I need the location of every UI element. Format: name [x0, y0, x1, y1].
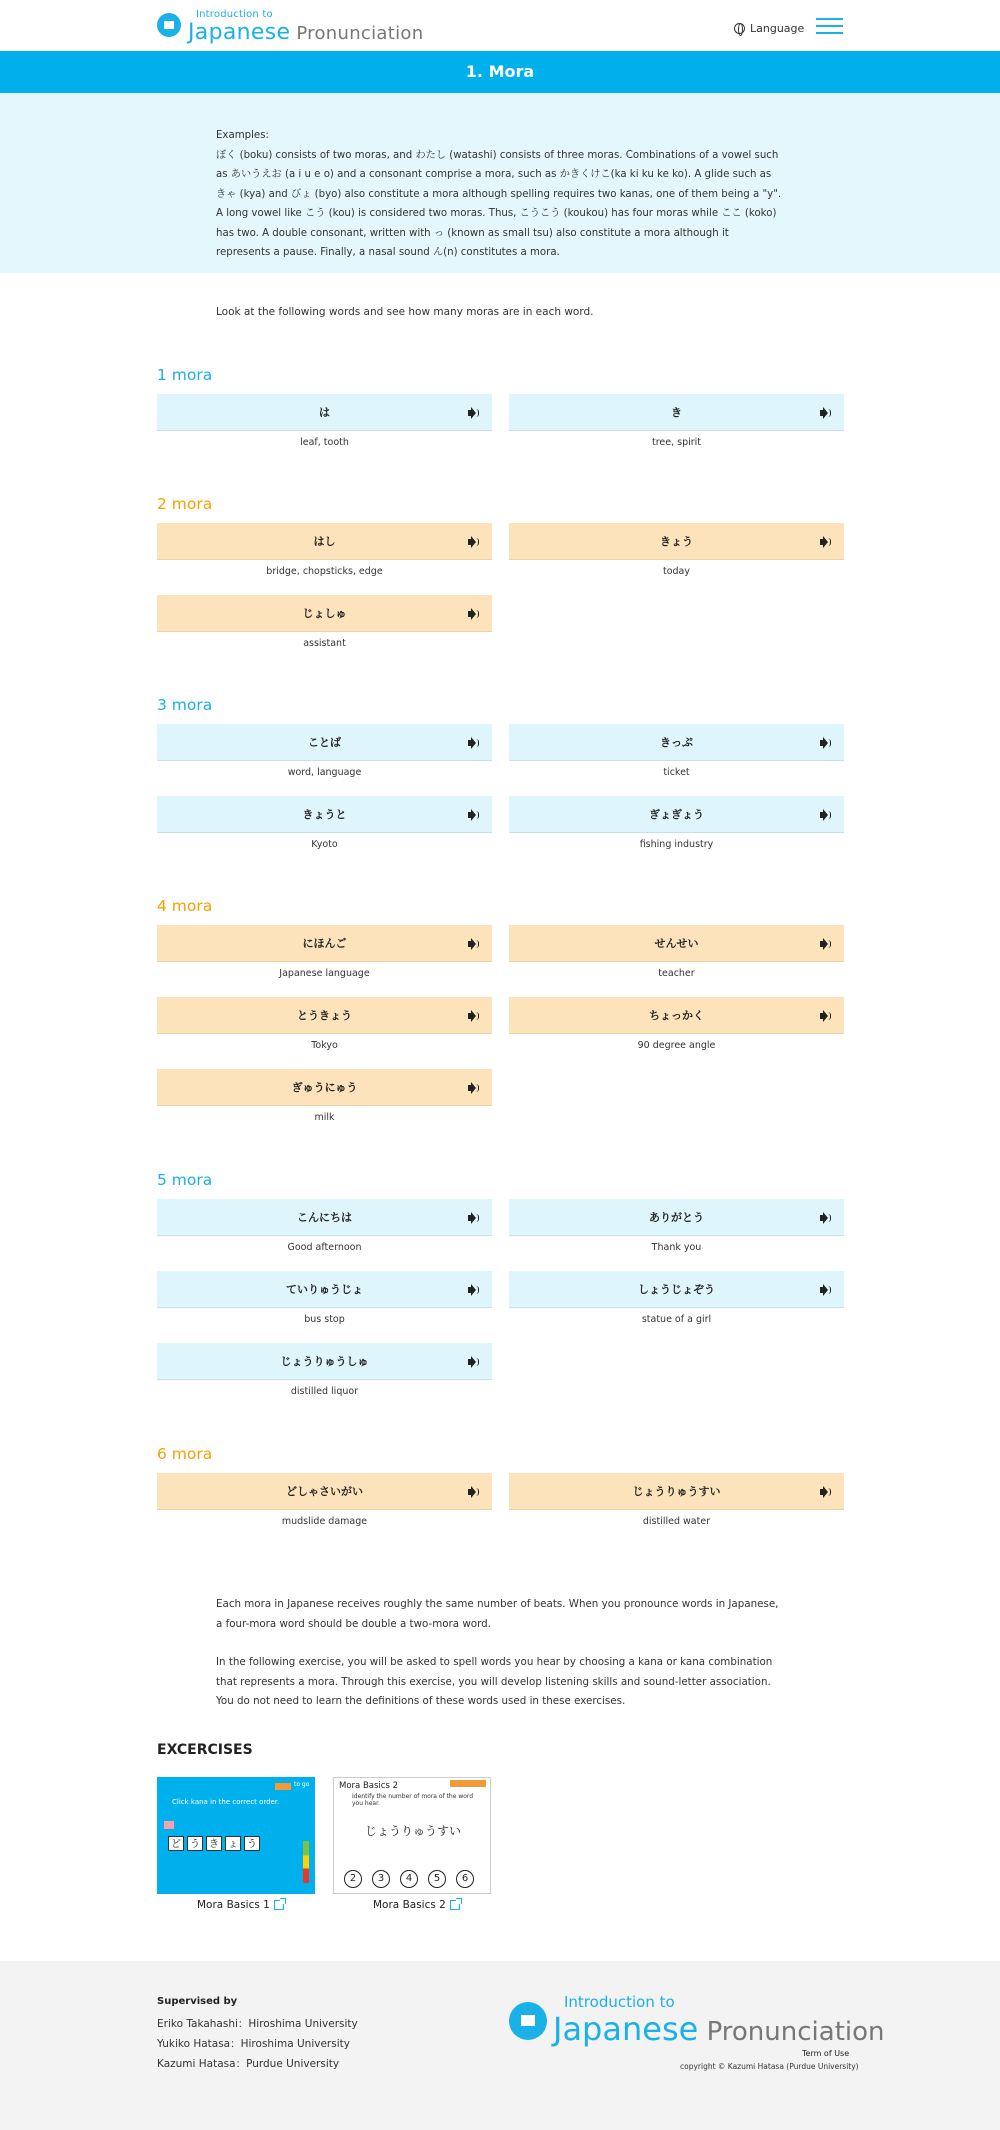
exercise1-instruction: Click kana in the correct order. [172, 1798, 280, 1806]
word-meaning: bridge, chopsticks, edge [266, 566, 383, 577]
word-card [157, 1199, 492, 1253]
word-kana: はし [313, 535, 336, 548]
word-card [157, 1069, 492, 1123]
word-meaning: teacher [658, 968, 695, 979]
site-header [0, 0, 1000, 51]
speaker-icon[interactable] [468, 810, 479, 820]
word-audio-button[interactable] [157, 1271, 492, 1308]
word-card [157, 1473, 492, 1527]
progress-pill [275, 1783, 291, 1790]
speaker-icon[interactable] [468, 537, 479, 547]
speaker-icon[interactable] [820, 537, 831, 547]
speaker-icon[interactable] [468, 1487, 479, 1497]
option-circle: 6 [456, 1870, 474, 1888]
word-kana: しょうじょぞう [638, 1283, 715, 1296]
section-title: 5 mora [157, 1171, 213, 1189]
word-kana: どしゃさいがい [286, 1485, 363, 1498]
kana-tile: ど [168, 1836, 184, 1851]
word-card [157, 595, 492, 649]
paragraph-beats: Each mora in Japanese receives roughly the same number of beats. When you pronounce words in Japanese, a four-mora word should be double a two-mora word. [216, 1598, 779, 1630]
word-kana: じょうりゅうしゅ [280, 1355, 369, 1368]
copyright: copyright © Kazumi Hatasa (Purdue University) [680, 2062, 859, 2071]
word-kana: じょうりゅうすい [632, 1485, 721, 1498]
word-kana: きょう [660, 535, 693, 548]
exercise-link-2-label: Mora Basics 2 [373, 1899, 446, 1911]
word-audio-button[interactable] [509, 1271, 844, 1308]
word-card [157, 796, 492, 850]
word-meaning: mudslide damage [281, 1516, 368, 1527]
intro-text: ぼく (boku) consists of two moras, and わたし (watashi) consists of three moras. Combinations of a vowel such as あいうえお (a i u e o) and a consonant comprise a mora, such as かきくけこ(ka ki ku ke ko). A glide such as きゃ (kya) and びょ (byo) also constitute a mora although spelling requires two kanas, one of them being a "y". A long vowel like こう (kou) is considered two moras. Thus, こうこう (koukou) has four moras while ここ (koko) has two. A double consonant, written with っ (known as small tsu) also constitute a mora although it represents a pause. Finally, a nasal sound ん(n) constitutes a mora. [216, 149, 782, 258]
word-card [157, 724, 492, 778]
speaker-icon[interactable] [468, 1011, 479, 1021]
word-audio-button[interactable] [157, 595, 492, 632]
option-circle: 4 [400, 1870, 418, 1888]
speaker-icon[interactable] [820, 1213, 831, 1223]
word-card [157, 1271, 492, 1325]
word-meaning: Thank you [651, 1242, 702, 1253]
logo-chat-icon [509, 2002, 547, 2040]
speaker-icon[interactable] [820, 1285, 831, 1295]
word-kana: にほんご [302, 937, 347, 950]
word-kana: きっぷ [660, 736, 693, 749]
external-link-icon [274, 1900, 284, 1910]
kana-tile: う [244, 1836, 260, 1851]
speaker-icon[interactable] [820, 810, 831, 820]
word-meaning: fishing industry [639, 839, 714, 850]
language-label: Language [750, 22, 805, 35]
supervised-by-label: Supervised by [157, 1996, 238, 2007]
word-audio-button[interactable] [157, 925, 492, 962]
word-kana: ありがとう [649, 1211, 704, 1224]
word-meaning: Good afternoon [287, 1242, 362, 1253]
word-meaning: bus stop [304, 1314, 345, 1325]
examples-label: Examples: [216, 130, 269, 141]
footer-logo-pronunciation: Pronunciation [706, 2017, 885, 2047]
kana-tile: う [187, 1836, 203, 1851]
speaker-icon[interactable] [468, 1285, 479, 1295]
kana-tile: ょ [225, 1836, 241, 1851]
word-audio-button[interactable] [509, 394, 844, 431]
word-audio-button[interactable] [509, 1199, 844, 1236]
word-meaning: today [662, 566, 690, 577]
word-card [509, 1271, 844, 1325]
word-audio-button[interactable] [157, 523, 492, 560]
word-audio-button[interactable] [509, 523, 844, 560]
word-audio-button[interactable] [157, 1343, 492, 1380]
option-circle: 2 [344, 1870, 362, 1888]
speaker-icon[interactable] [820, 738, 831, 748]
word-meaning: 90 degree angle [637, 1040, 716, 1051]
option-circle: 3 [372, 1870, 390, 1888]
timer-bar [303, 1841, 309, 1883]
word-audio-button[interactable] [157, 394, 492, 431]
word-kana: ぎょぎょう [649, 808, 704, 821]
word-kana: ちょっかく [649, 1009, 704, 1022]
go-label: to go [294, 1781, 310, 1788]
terms-of-use-link[interactable]: Term of Use [802, 2049, 850, 2058]
word-audio-button[interactable] [509, 925, 844, 962]
speaker-icon[interactable] [468, 939, 479, 949]
word-audio-button[interactable] [157, 1473, 492, 1510]
word-kana: ことば [308, 736, 341, 749]
word-meaning: distilled liquor [290, 1386, 359, 1397]
word-card [509, 523, 844, 577]
speaker-icon[interactable] [468, 1083, 479, 1093]
word-meaning: milk [314, 1112, 335, 1123]
word-audio-button[interactable] [509, 1473, 844, 1510]
word-meaning: word, language [287, 767, 362, 778]
page-title: 1. Mora [0, 51, 1000, 93]
word-audio-button[interactable] [157, 997, 492, 1034]
word-audio-button[interactable] [509, 997, 844, 1034]
word-audio-button[interactable] [157, 1199, 492, 1236]
language-selector[interactable] [734, 22, 804, 35]
word-audio-button[interactable] [157, 796, 492, 833]
word-card [157, 925, 492, 979]
section-title: 6 mora [157, 1445, 213, 1463]
speaker-icon[interactable] [468, 1357, 479, 1367]
word-kana: ぎゅうにゅう [291, 1081, 358, 1094]
footer-logo[interactable] [509, 1993, 885, 2048]
speaker-icon[interactable] [820, 1011, 831, 1021]
site-footer [0, 1961, 1000, 2130]
word-meaning: Kyoto [311, 839, 338, 850]
logo-line2 [188, 20, 423, 45]
speaker-icon[interactable] [468, 1213, 479, 1223]
word-kana: きょうと [302, 808, 347, 821]
word-meaning: statue of a girl [641, 1314, 712, 1325]
speaker-icon[interactable] [820, 408, 831, 418]
word-audio-button[interactable] [157, 1069, 492, 1106]
supervisor-1: Eriko Takahashi：Hiroshima University [157, 2018, 358, 2030]
logo-line1: Introduction to [196, 9, 273, 20]
word-card [157, 997, 492, 1051]
logo-chat-icon [157, 13, 181, 37]
exercise2-word: じょうりゅうすい [364, 1824, 461, 1838]
globe-icon [734, 23, 745, 34]
section-title: 2 mora [157, 495, 213, 513]
speaker-icon[interactable] [468, 408, 479, 418]
progress-pill [450, 1780, 486, 1787]
exercise2-thumb-title: Mora Basics 2 [339, 1781, 398, 1791]
word-audio-button[interactable] [157, 724, 492, 761]
exercise-link-2[interactable] [373, 1899, 460, 1911]
word-card [509, 724, 844, 778]
word-kana: き [671, 406, 682, 419]
word-meaning: distilled water [642, 1516, 711, 1527]
word-card [509, 997, 844, 1051]
word-kana: こんにちは [297, 1211, 352, 1224]
word-meaning: Japanese language [279, 968, 370, 979]
section-title: 1 mora [157, 366, 213, 384]
supervisor-2: Yukiko Hatasa：Hiroshima University [157, 2038, 350, 2050]
footer-logo-line2 [553, 2010, 885, 2048]
footer-logo-line1: Introduction to [564, 1993, 675, 2011]
section-title: 3 mora [157, 696, 213, 714]
speaker-icon[interactable] [820, 1487, 831, 1497]
word-kana: ていりゅうじょ [286, 1283, 363, 1296]
intro-panel [0, 93, 1000, 273]
word-kana: じょしゅ [302, 607, 347, 620]
external-link-icon [450, 1900, 460, 1910]
paragraph-exercise-info: In the following exercise, you will be asked to spell words you hear by choosing a kana or kana combination that represents a mora. Through this exercise, you will develop listening skills and sound-letter association. You do not need to learn the definitions of these words used in these exercises. [216, 1656, 773, 1707]
logo-pronunciation: Pronunciation [296, 23, 424, 44]
word-meaning: ticket [663, 767, 690, 778]
word-kana: せんせい [654, 937, 699, 950]
speaker-icon[interactable] [468, 738, 479, 748]
word-audio-button[interactable] [509, 796, 844, 833]
logo-japanese: Japanese [188, 20, 291, 45]
lead-text: Look at the following words and see how many moras are in each word. [216, 306, 594, 318]
word-card [509, 394, 844, 448]
word-kana: とうきょう [297, 1009, 352, 1022]
speaker-icon[interactable] [468, 609, 479, 619]
word-card [509, 1473, 844, 1527]
kana-tile: き [206, 1836, 222, 1851]
hamburger-menu-icon[interactable] [816, 18, 843, 35]
section-title: 4 mora [157, 897, 213, 915]
word-card [509, 1199, 844, 1253]
word-card [157, 1343, 492, 1397]
word-card [509, 796, 844, 850]
exercise-link-1[interactable] [197, 1899, 284, 1911]
footer-logo-japanese: Japanese [553, 2010, 699, 2048]
word-meaning: leaf, tooth [300, 437, 349, 448]
word-card [157, 523, 492, 577]
site-logo[interactable] [157, 9, 424, 45]
supervisor-3: Kazumi Hatasa：Purdue University [157, 2058, 340, 2070]
exercise-thumbnail-2[interactable] [333, 1777, 491, 1894]
kana-tiles [168, 1836, 260, 1851]
mora-count-options [344, 1870, 474, 1888]
word-kana: は [319, 406, 330, 419]
word-card [509, 925, 844, 979]
word-meaning: assistant [303, 638, 346, 649]
exercise2-instruction: Identify the number of mora of the word you hear. [352, 1793, 474, 1807]
speaker-icon [164, 1821, 174, 1829]
exercises-title: EXCERCISES [157, 1742, 253, 1758]
exercise-link-1-label: Mora Basics 1 [197, 1899, 270, 1911]
option-circle: 5 [428, 1870, 446, 1888]
speaker-icon[interactable] [820, 939, 831, 949]
word-card [157, 394, 492, 448]
word-audio-button[interactable] [509, 724, 844, 761]
exercise-thumbnail-1[interactable] [157, 1777, 315, 1894]
word-meaning: Tokyo [311, 1040, 338, 1051]
word-meaning: tree, spirit [651, 437, 702, 448]
